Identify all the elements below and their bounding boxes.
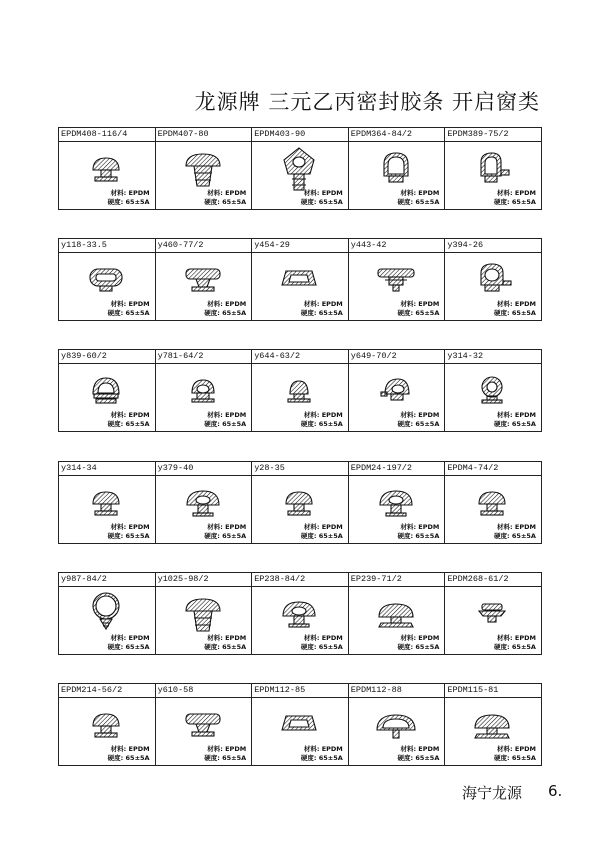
hardness-spec: 硬度: 65±5A xyxy=(300,643,343,651)
product-card xyxy=(349,239,446,320)
product-card xyxy=(156,350,253,431)
material-spec: 材料: EPDM xyxy=(207,300,247,308)
hardness-spec: 硬度: 65±5A xyxy=(397,309,440,317)
product-card xyxy=(445,128,541,209)
bulb-offset-profile-icon xyxy=(371,366,421,416)
pentagon-stem-profile-icon xyxy=(274,144,324,194)
product-card xyxy=(59,239,156,320)
product-code: EPDM112-88 xyxy=(349,684,445,698)
product-code: EPDM4-74/2 xyxy=(445,462,541,476)
mushroom-tall-profile-icon xyxy=(178,589,228,639)
material-spec: 材料: EPDM xyxy=(497,745,536,753)
hardness-spec: 硬度: 65±5A xyxy=(204,198,247,206)
product-code: EP239-71/2 xyxy=(349,573,445,587)
material-spec: 材料: EPDM xyxy=(207,189,247,197)
product-code: y987-84/2 xyxy=(59,573,155,587)
flat-hollow-profile-icon xyxy=(274,255,324,305)
product-card xyxy=(59,573,156,654)
product-code: EPDM403-90 xyxy=(252,128,348,142)
catalog-row xyxy=(58,349,542,432)
mushroom-flat-profile-icon xyxy=(81,144,131,194)
mushroom-tall-profile-icon xyxy=(178,144,228,194)
product-card xyxy=(59,350,156,431)
product-card xyxy=(252,684,349,765)
hardness-spec: 硬度: 65±5A xyxy=(300,420,343,428)
product-code: EPDM268-61/2 xyxy=(445,573,541,587)
product-card xyxy=(349,350,446,431)
hardness-spec: 硬度: 65±5A xyxy=(300,198,343,206)
product-code: EPDM214-56/2 xyxy=(59,684,155,698)
material-spec: 材料: EPDM xyxy=(303,523,343,531)
product-card xyxy=(349,462,446,543)
material-spec: 材料: EPDM xyxy=(207,745,247,753)
product-card xyxy=(349,684,446,765)
mushroom-wide-profile-icon xyxy=(371,478,421,528)
material-spec: 材料: EPDM xyxy=(110,745,150,753)
mushroom-wide-profile-icon xyxy=(274,589,324,639)
catalog-row xyxy=(58,127,542,210)
hardness-spec: 硬度: 65±5A xyxy=(107,754,150,762)
hardness-spec: 硬度: 65±5A xyxy=(107,532,150,540)
hardness-spec: 硬度: 65±5A xyxy=(494,198,536,206)
product-card xyxy=(59,128,156,209)
material-spec: 材料: EPDM xyxy=(400,300,440,308)
product-code: y314-32 xyxy=(445,350,541,364)
product-code: y1025-98/2 xyxy=(156,573,252,587)
hardness-spec: 硬度: 65±5A xyxy=(204,420,247,428)
bulb-small-profile-icon xyxy=(178,366,228,416)
hardness-spec: 硬度: 65±5A xyxy=(204,754,247,762)
material-spec: 材料: EPDM xyxy=(303,189,343,197)
material-spec: 材料: EPDM xyxy=(497,411,536,419)
product-code: EPDM389-75/2 xyxy=(445,128,541,142)
dome-flat-profile-icon xyxy=(371,589,421,639)
small-cap-profile-icon xyxy=(467,589,517,639)
page-number: 6. xyxy=(548,782,563,800)
product-code: y28-35 xyxy=(252,462,348,476)
hardness-spec: 硬度: 65±5A xyxy=(300,532,343,540)
hardness-spec: 硬度: 65±5A xyxy=(494,420,536,428)
product-card xyxy=(59,462,156,543)
product-code: EP238-84/2 xyxy=(252,573,348,587)
material-spec: 材料: EPDM xyxy=(207,523,247,531)
product-card xyxy=(59,684,156,765)
material-spec: 材料: EPDM xyxy=(400,189,440,197)
material-spec: 材料: EPDM xyxy=(400,745,440,753)
hardness-spec: 硬度: 65±5A xyxy=(107,309,150,317)
product-card xyxy=(156,462,253,543)
product-card xyxy=(252,128,349,209)
product-code: EPDM407-80 xyxy=(156,128,252,142)
bar-stem-profile-icon xyxy=(178,255,228,305)
material-spec: 材料: EPDM xyxy=(400,523,440,531)
material-spec: 材料: EPDM xyxy=(110,411,150,419)
hook-tab-profile-icon xyxy=(467,255,517,305)
product-card xyxy=(252,462,349,543)
product-card xyxy=(252,239,349,320)
product-card xyxy=(445,350,541,431)
product-code: EPDM408-116/4 xyxy=(59,128,155,142)
catalog-row xyxy=(58,461,542,544)
hardness-spec: 硬度: 65±5A xyxy=(494,309,536,317)
hardness-spec: 硬度: 65±5A xyxy=(397,754,440,762)
hardness-spec: 硬度: 65±5A xyxy=(107,643,150,651)
material-spec: 材料: EPDM xyxy=(400,634,440,642)
hardness-spec: 硬度: 65±5A xyxy=(494,754,536,762)
product-card xyxy=(156,684,253,765)
product-code: y839-60/2 xyxy=(59,350,155,364)
product-card xyxy=(445,462,541,543)
hardness-spec: 硬度: 65±5A xyxy=(397,420,440,428)
product-card xyxy=(349,128,446,209)
flat-hollow-profile-icon xyxy=(274,700,324,750)
material-spec: 材料: EPDM xyxy=(207,411,247,419)
product-card xyxy=(156,128,253,209)
arch-bulb-profile-icon xyxy=(371,144,421,194)
arch-tab-profile-icon xyxy=(467,144,517,194)
product-code: y454-29 xyxy=(252,239,348,253)
mushroom-flat-profile-icon xyxy=(81,700,131,750)
product-code: y460-77/2 xyxy=(156,239,252,253)
material-spec: 材料: EPDM xyxy=(110,189,150,197)
product-code: y118-33.5 xyxy=(59,239,155,253)
product-code: EPDM115-81 xyxy=(445,684,541,698)
product-card xyxy=(445,239,541,320)
bar-stem-profile-icon xyxy=(178,700,228,750)
material-spec: 材料: EPDM xyxy=(497,523,536,531)
hardness-spec: 硬度: 65±5A xyxy=(397,198,440,206)
product-card xyxy=(445,684,541,765)
hardness-spec: 硬度: 65±5A xyxy=(300,309,343,317)
material-spec: 材料: EPDM xyxy=(110,523,150,531)
mushroom-flat-profile-icon xyxy=(274,478,324,528)
product-code: y649-70/2 xyxy=(349,350,445,364)
hardness-spec: 硬度: 65±5A xyxy=(300,754,343,762)
hardness-spec: 硬度: 65±5A xyxy=(107,420,150,428)
product-code: EPDM364-84/2 xyxy=(349,128,445,142)
product-code: y394-26 xyxy=(445,239,541,253)
mushroom-wide-profile-icon xyxy=(178,478,228,528)
product-code: EPDM112-85 xyxy=(252,684,348,698)
mushroom-flat-profile-icon xyxy=(81,478,131,528)
catalog-row xyxy=(58,572,542,655)
hardness-spec: 硬度: 65±5A xyxy=(494,532,536,540)
product-card xyxy=(445,573,541,654)
catalog-row xyxy=(58,238,542,321)
product-card xyxy=(349,573,446,654)
page-title: 龙源牌 三元乙丙密封胶条 开启窗类 xyxy=(194,90,540,114)
material-spec: 材料: EPDM xyxy=(303,745,343,753)
material-spec: 材料: EPDM xyxy=(497,634,536,642)
bulb-wide-profile-icon xyxy=(274,366,324,416)
material-spec: 材料: EPDM xyxy=(303,634,343,642)
oval-slot-profile-icon xyxy=(81,255,131,305)
hardness-spec: 硬度: 65±5A xyxy=(204,309,247,317)
material-spec: 材料: EPDM xyxy=(303,411,343,419)
product-card xyxy=(252,350,349,431)
product-code: y314-34 xyxy=(59,462,155,476)
mushroom-flat-profile-icon xyxy=(467,478,517,528)
bulb-double-profile-icon xyxy=(81,366,131,416)
product-code: y644-63/2 xyxy=(252,350,348,364)
material-spec: 材料: EPDM xyxy=(207,634,247,642)
hardness-spec: 硬度: 65±5A xyxy=(494,643,536,651)
material-spec: 材料: EPDM xyxy=(110,300,150,308)
product-card xyxy=(156,573,253,654)
hardness-spec: 硬度: 65±5A xyxy=(107,198,150,206)
hollow-wide-profile-icon xyxy=(371,700,421,750)
material-spec: 材料: EPDM xyxy=(110,634,150,642)
material-spec: 材料: EPDM xyxy=(497,300,536,308)
product-code: EPDM24-197/2 xyxy=(349,462,445,476)
product-code: y379-40 xyxy=(156,462,252,476)
product-card xyxy=(156,239,253,320)
hardness-spec: 硬度: 65±5A xyxy=(204,532,247,540)
material-spec: 材料: EPDM xyxy=(497,189,536,197)
ring-arrow-profile-icon xyxy=(81,589,131,639)
product-code: y443-42 xyxy=(349,239,445,253)
dome-flat-profile-icon xyxy=(467,700,517,750)
product-code: y781-64/2 xyxy=(156,350,252,364)
cap-foot-profile-icon xyxy=(371,255,421,305)
product-card xyxy=(252,573,349,654)
material-spec: 材料: EPDM xyxy=(400,411,440,419)
company-name: 海宁龙源 xyxy=(462,784,523,802)
hardness-spec: 硬度: 65±5A xyxy=(397,532,440,540)
material-spec: 材料: EPDM xyxy=(303,300,343,308)
hardness-spec: 硬度: 65±5A xyxy=(397,643,440,651)
product-code: y610-58 xyxy=(156,684,252,698)
bulb-round-profile-icon xyxy=(467,366,517,416)
hardness-spec: 硬度: 65±5A xyxy=(204,643,247,651)
catalog-row xyxy=(58,683,542,766)
